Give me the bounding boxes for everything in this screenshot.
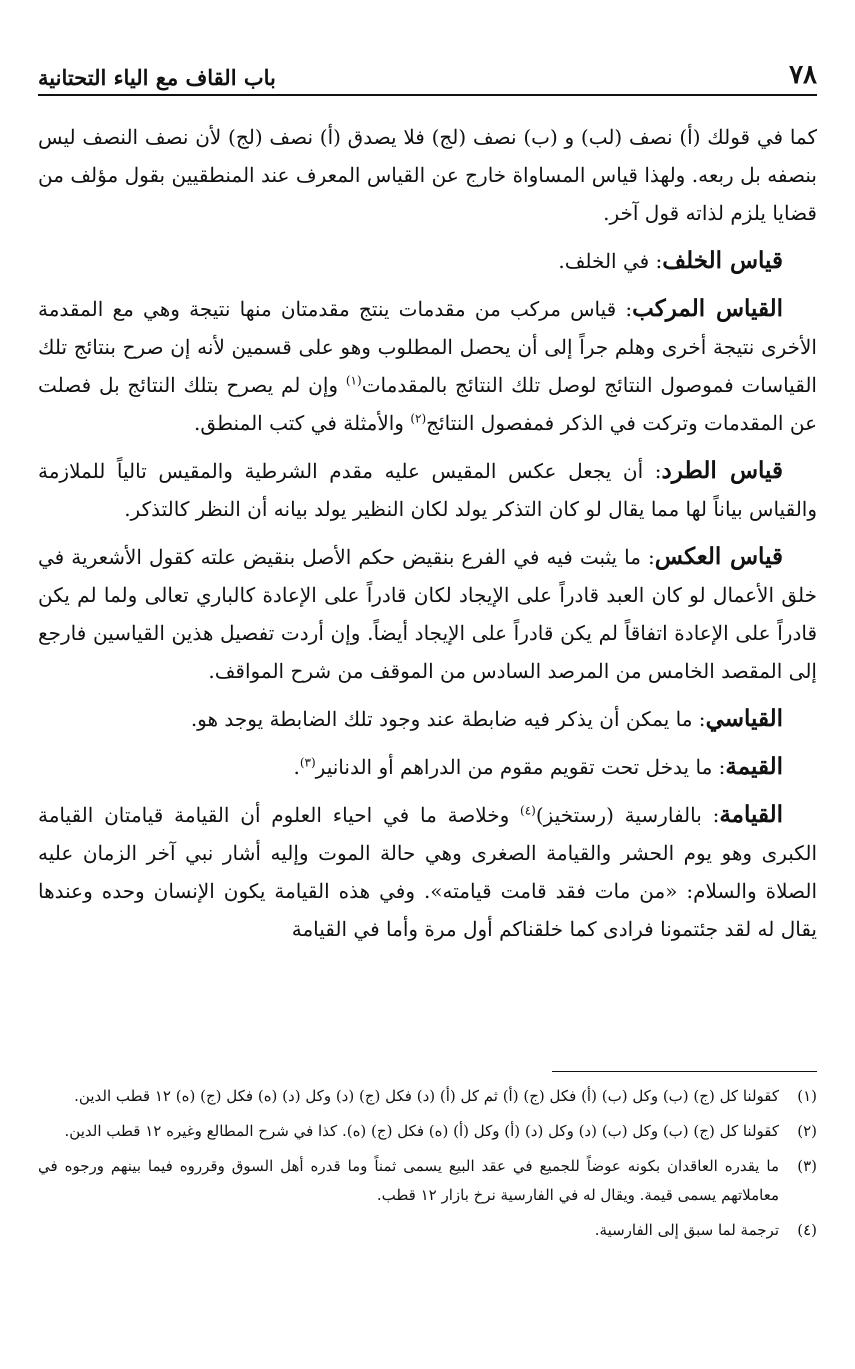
entry-term: القيمة	[725, 753, 783, 780]
footnote-number: (١)	[797, 1087, 817, 1105]
entry-term: القياسي	[705, 705, 783, 732]
main-text	[38, 118, 817, 958]
footnote-ref-1: (١)	[345, 373, 362, 388]
entry-qiyas-al-tard	[38, 452, 817, 528]
entry-term: القياس المركب	[632, 295, 784, 322]
entry-definition: : في الخلف.	[558, 249, 663, 273]
entry-al-qima	[38, 748, 817, 786]
entry-term: القيامة	[719, 801, 783, 828]
entry-definition: : ما يدخل تحت تقويم مقوم من الدراهم أو الدنانير	[315, 755, 726, 779]
footnote-text: ما يقدره العاقدان بكونه عوضاً للجميع في عقد البيع يسمى ثمناً وما قدره أهل السوق وقرروه فيما بينهم ورجوه في معاملاتهم يسمى قيمة. ويقال له في الفارسية نرخ بازار ١٢ قطب.	[38, 1157, 779, 1204]
footnote	[38, 1082, 817, 1111]
footnote-text: ترجمة لما سبق إلى الفارسية.	[594, 1221, 779, 1239]
entry-definition-end: والأمثلة في كتب المنطق.	[194, 411, 411, 435]
footnote-ref-3: (٣)	[299, 755, 316, 770]
entry-definition: : ما يمكن أن يذكر فيه ضابطة عند وجود تلك الضابطة يوجد هو.	[190, 707, 706, 731]
footnote-separator	[552, 1071, 817, 1072]
entry-al-qiyama	[38, 796, 817, 948]
footnote-ref-4: (٤)	[520, 803, 536, 818]
page-header	[38, 50, 817, 96]
footnote	[38, 1216, 817, 1245]
footnote	[38, 1117, 817, 1146]
footnote-number: (٢)	[797, 1122, 817, 1140]
entry-definition: : قياس مركب من مقدمات ينتج مقدمتان منها نتيجة وهي مع المقدمة الأخرى نتيجة أخرى وهلم جراً إلى أن يحصل المطلوب وهو على قسمين لأنه إن صرح بنتائج تلك القياسات فموصول النتائج لوصل تلك النتائج بالمقدمات	[38, 297, 817, 397]
entry-al-qiyasi	[38, 700, 817, 738]
footnotes	[38, 1082, 817, 1251]
entry-definition-cont: وإن لم يصرح بتلك النتائج بل فصلت عن المقدمات وتركت في الذكر فمفصول النتائج	[38, 373, 817, 435]
entry-qiyas-al-aks	[38, 538, 817, 690]
footnote	[38, 1152, 817, 1210]
page-number: ٧٨	[789, 60, 817, 90]
entry-term: قياس العكس	[654, 543, 783, 570]
paragraph-continuation: كما في قولك (أ) نصف (لب) و (ب) نصف (لج) فلا يصدق (أ) نصف (لج) لأن نصف النصف ليس بنصفه بل ربعه. ولهذا قياس المساواة خارج عن القياس المعرف عند المنطقيين بقول مؤلف من قضايا يلزم لذاته قول آخر.	[38, 125, 817, 225]
footnote-ref-2: (٢)	[410, 411, 427, 426]
entry-definition-end: .	[293, 755, 300, 779]
footnote-text: كقولنا كل (ج) (ب) وكل (ب) (أ) فكل (ج) (أ) ثم كل (أ) (د) فكل (ج) (د) وكل (د) (ه) فكل (ج) (ه) ١٢ قطب الدين.	[74, 1087, 779, 1105]
footnote-text: كقولنا كل (ج) (ب) وكل (ب) (د) وكل (د) (أ) وكل (أ) (ه) فكل (ج) (ه). كذا في شرح المطالع وغيره ١٢ قطب الدين.	[64, 1122, 779, 1140]
entry-definition: : ما يثبت فيه في الفرع بنقيض حكم الأصل بنقيض علته كقول الأشعرية في خلق الأعمال لو كان العبد قادراً على الإيجاد لكان قادراً على الإعادة كالباري تعالى ولما لم يكن قادراً على الإعادة اتفاقاً لم يكن قادراً على الإيجاد أيضاً. وإن أردت تفصيل هذين القياسين فارجع إلى المقصد الخامس من المرصد السادس من الموقف من شرح المواقف.	[38, 545, 817, 683]
entry-al-qiyas-al-murakkab	[38, 290, 817, 442]
entry-term: قياس الطرد	[661, 457, 783, 484]
entry-definition: : بالفارسية (رستخيز)	[535, 803, 720, 827]
entry-definition-cont: وخلاصة ما في احياء العلوم أن القيامة قيامتان القيامة الكبرى وهو يوم الحشر والقيامة الصغرى وهي حالة الموت وإليه أشار نبي آخر الزمان عليه الصلاة والسلام: «من مات فقد قامت قيامته». وفي هذه القيامة يكون الإنسان وحده وعندها يقال له لقد جئتمونا فرادى كما خلقناكم أول مرة وأما في القيامة	[38, 803, 817, 941]
footnote-number: (٣)	[797, 1157, 817, 1175]
entry-term: قياس الخلف	[662, 247, 783, 274]
entry-definition: : أن يجعل عكس المقيس عليه مقدم الشرطية والمقيس تالياً للملازمة والقياس بياناً لها مما يقال لو كان التذكر يولد لكان النظير يولد بيانه أن النظر كالتذكر.	[38, 459, 817, 521]
entry-qiyas-al-khalf	[38, 242, 817, 280]
running-head: باب القاف مع الياء التحتانية	[38, 65, 276, 90]
footnote-number: (٤)	[797, 1221, 817, 1239]
